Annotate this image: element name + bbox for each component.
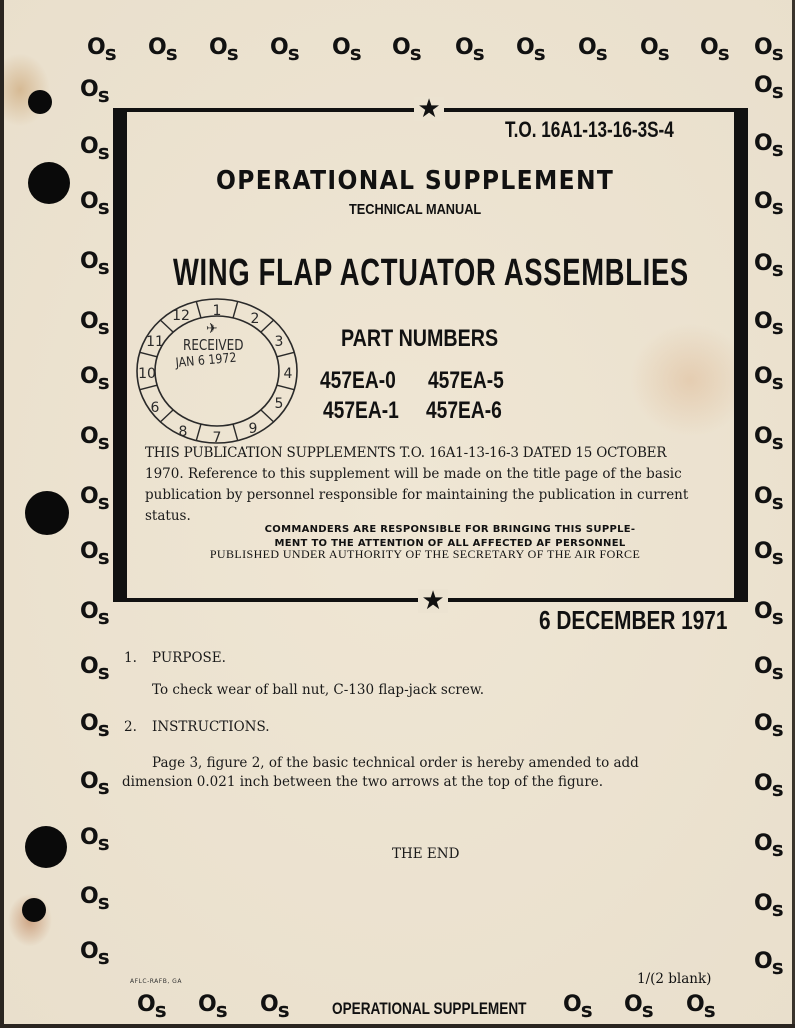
os-margin-mark: Os bbox=[80, 939, 109, 969]
part-number: 457EA-1 bbox=[323, 397, 399, 424]
os-margin-mark: Os bbox=[640, 35, 669, 65]
os-margin-mark: Os bbox=[80, 654, 109, 684]
os-margin-mark: Os bbox=[80, 77, 109, 107]
os-margin-mark: Os bbox=[563, 992, 592, 1022]
svg-text:9: 9 bbox=[248, 421, 258, 437]
os-margin-mark: Os bbox=[754, 484, 783, 514]
binder-hole bbox=[28, 90, 52, 114]
svg-text:6: 6 bbox=[150, 400, 160, 416]
frame-border-left bbox=[113, 108, 127, 602]
binder-hole bbox=[25, 491, 69, 535]
os-margin-mark: Os bbox=[80, 364, 109, 394]
os-margin-mark: Os bbox=[87, 35, 116, 65]
notice-text: 1970. Reference to this supplement will be made on the title page of the basic publication by personnel responsible for maintaining the publication in current status. bbox=[145, 466, 689, 524]
os-margin-mark: Os bbox=[270, 35, 299, 65]
os-margin-mark: Os bbox=[754, 831, 783, 861]
os-margin-mark: Os bbox=[754, 35, 783, 65]
subtitle: TECHNICAL MANUAL bbox=[349, 201, 482, 218]
stamp-number: 1 bbox=[212, 303, 222, 319]
os-margin-mark: Os bbox=[148, 35, 177, 65]
os-margin-mark: Os bbox=[754, 599, 783, 629]
supplement-type-heading: OPERATIONAL SUPPLEMENT bbox=[216, 166, 615, 196]
received-stamp bbox=[133, 296, 303, 446]
os-margin-mark: Os bbox=[80, 309, 109, 339]
os-margin-mark: Os bbox=[392, 35, 421, 65]
os-margin-mark: Os bbox=[80, 189, 109, 219]
svg-text:4: 4 bbox=[283, 366, 293, 382]
os-margin-mark: Os bbox=[80, 539, 109, 569]
frame-border-right bbox=[734, 108, 748, 602]
svg-text:8: 8 bbox=[178, 424, 188, 440]
plane-icon: ✈ bbox=[206, 321, 218, 337]
page-number: 1/(2 blank) bbox=[637, 971, 712, 987]
star-icon: ★ bbox=[418, 589, 448, 613]
svg-text:7: 7 bbox=[212, 430, 222, 446]
os-margin-mark: Os bbox=[700, 35, 729, 65]
publication-date: 6 DECEMBER 1971 bbox=[539, 605, 728, 635]
os-margin-mark: Os bbox=[137, 992, 166, 1022]
os-margin-mark: Os bbox=[754, 189, 783, 219]
os-margin-mark: Os bbox=[209, 35, 238, 65]
os-margin-mark: Os bbox=[754, 73, 783, 103]
os-margin-mark: Os bbox=[516, 35, 545, 65]
os-margin-mark: Os bbox=[754, 309, 783, 339]
commanders-line-2: MENT TO THE ATTENTION OF ALL AFFECTED AF PERSONNEL bbox=[274, 538, 626, 549]
section-1-body: To check wear of ball nut, C-130 flap-jack screw. bbox=[152, 682, 485, 698]
svg-text:2: 2 bbox=[250, 311, 260, 327]
part-number: 457EA-5 bbox=[428, 367, 504, 394]
os-margin-mark: Os bbox=[754, 654, 783, 684]
os-margin-mark: Os bbox=[686, 992, 715, 1022]
svg-text:11: 11 bbox=[146, 334, 164, 350]
part-number: 457EA-6 bbox=[426, 397, 502, 424]
page-edge-left bbox=[0, 0, 4, 1028]
section-1-heading: PURPOSE. bbox=[152, 650, 226, 666]
os-margin-mark: Os bbox=[578, 35, 607, 65]
section-2-body-line-1: Page 3, figure 2, of the basic technical order is hereby amended to add bbox=[152, 755, 639, 771]
supplement-notice bbox=[145, 443, 725, 527]
os-margin-mark: Os bbox=[754, 364, 783, 394]
os-margin-mark: Os bbox=[80, 424, 109, 454]
section-2-number: 2. bbox=[124, 719, 137, 735]
stamp-date: JAN 6 1972 bbox=[175, 350, 238, 371]
section-2-body-line-2: dimension 0.021 inch between the two arrows at the top of the figure. bbox=[122, 774, 604, 790]
os-margin-mark: Os bbox=[80, 599, 109, 629]
svg-text:3: 3 bbox=[274, 334, 284, 350]
svg-text:5: 5 bbox=[274, 396, 284, 412]
os-margin-mark: Os bbox=[80, 769, 109, 799]
os-margin-mark: Os bbox=[455, 35, 484, 65]
os-margin-mark: Os bbox=[624, 992, 653, 1022]
page-edge-bottom bbox=[0, 1024, 795, 1028]
os-margin-mark: Os bbox=[80, 825, 109, 855]
os-margin-mark: Os bbox=[80, 484, 109, 514]
star-icon: ★ bbox=[414, 97, 444, 121]
document-title: WING FLAP ACTUATOR ASSEMBLIES bbox=[173, 252, 689, 294]
os-margin-mark: Os bbox=[754, 891, 783, 921]
os-margin-mark: Os bbox=[260, 992, 289, 1022]
to-number: T.O. 16A1-13-16-3S-4 bbox=[505, 117, 674, 142]
os-margin-mark: Os bbox=[80, 134, 109, 164]
os-margin-mark: Os bbox=[754, 131, 783, 161]
footer-title: OPERATIONAL SUPPLEMENT bbox=[332, 999, 527, 1018]
binder-hole bbox=[28, 162, 70, 204]
stamp-ring-icon bbox=[133, 296, 303, 446]
os-margin-mark: Os bbox=[80, 884, 109, 914]
binder-hole bbox=[25, 826, 67, 868]
commanders-line-1: COMMANDERS ARE RESPONSIBLE FOR BRINGING THIS SUPPLE- bbox=[264, 524, 636, 535]
end-marker: THE END bbox=[392, 846, 460, 862]
os-margin-mark: Os bbox=[332, 35, 361, 65]
svg-text:10: 10 bbox=[138, 366, 156, 382]
os-margin-mark: Os bbox=[754, 539, 783, 569]
os-margin-mark: Os bbox=[80, 249, 109, 279]
os-margin-mark: Os bbox=[754, 771, 783, 801]
section-1-number: 1. bbox=[124, 650, 137, 666]
part-numbers-heading: PART NUMBERS bbox=[341, 325, 499, 352]
part-number: 457EA-0 bbox=[320, 367, 396, 394]
os-margin-mark: Os bbox=[754, 711, 783, 741]
os-margin-mark: Os bbox=[80, 711, 109, 741]
os-margin-mark: Os bbox=[754, 251, 783, 281]
stamp-label: RECEIVED bbox=[183, 336, 244, 354]
notice-line-1: THIS PUBLICATION SUPPLEMENTS T.O. 16A1-13-16-3 DATED 15 OCTOBER bbox=[145, 445, 667, 461]
os-margin-mark: Os bbox=[198, 992, 227, 1022]
binder-hole bbox=[22, 898, 46, 922]
os-margin-mark: Os bbox=[754, 949, 783, 979]
svg-text:12: 12 bbox=[172, 308, 190, 324]
authority-statement: PUBLISHED UNDER AUTHORITY OF THE SECRETARY OF THE AIR FORCE bbox=[209, 547, 641, 561]
footer-printer: AFLC-RAFB, GA bbox=[130, 978, 182, 985]
os-margin-mark: Os bbox=[754, 424, 783, 454]
section-2-heading: INSTRUCTIONS. bbox=[152, 719, 270, 735]
